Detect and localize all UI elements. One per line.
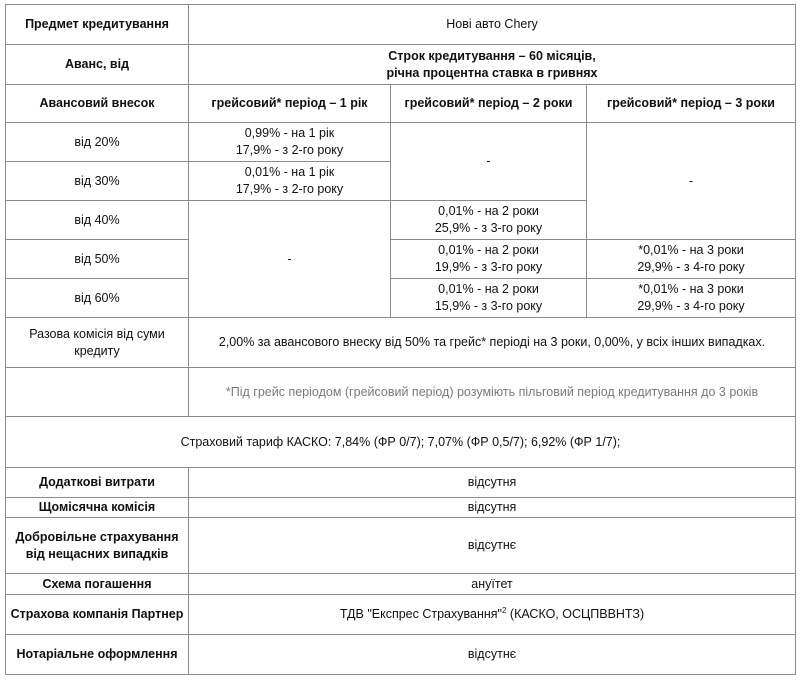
rate-row-60 [6,279,796,318]
grace-2-header: грейсовий* період – 2 роки [391,85,587,123]
insurer-value [189,595,796,635]
grace-header-row [6,85,796,123]
rate-line: *0,01% - на 3 роки [638,243,744,257]
accident-insurance-row [6,518,796,574]
commission-row [6,318,796,368]
rate-line: 0,01% - на 2 роки [438,243,539,257]
grace-1-header: грейсовий* період – 1 рік [189,85,391,123]
rate-line: *0,01% - на 3 роки [638,282,744,296]
advance-50-label: від 50% [6,240,189,279]
credit-terms-table [5,4,796,675]
additional-costs-label: Додаткові витрати [6,468,189,498]
advance-payment-header: Авансовий внесок [6,85,189,123]
subject-label: Предмет кредитування [6,5,189,45]
rate-line: 0,01% - на 2 роки [438,282,539,296]
advance-60-label: від 60% [6,279,189,318]
grace-2-dash-top: - [391,123,587,201]
term-line-1: Строк кредитування – 60 місяців, [388,48,596,63]
accident-insurance-value: відсутнє [189,518,796,574]
rate-line: 15,9% - з 3-го року [434,299,543,313]
rate-line: 29,9% - з 4-го року [637,260,745,274]
rate-line: 0,01% - на 2 роки [438,204,539,218]
accident-insurance-label: Добровільне страхування від нещасних випадків [6,518,189,574]
insurer-products: (КАСКО, ОСЦПВВНТЗ) [506,607,645,621]
rate-40-grace-2 [391,201,587,240]
additional-costs-row [6,468,796,498]
term-description [189,45,796,85]
insurer-footnote-mark: 2 [501,605,507,615]
monthly-fee-label: Щомісячна комісія [6,498,189,518]
rate-20-grace-1 [189,123,391,162]
insurer-name: ТДВ "Експрес Страхування" [339,607,502,621]
kasko-tariff: Страховий тариф КАСКО: 7,84% (ФР 0/7); 7,07% (ФР 0,5/7); 6,92% (ФР 1/7); [6,417,796,468]
repayment-scheme-value: ануїтет [189,574,796,595]
advance-20-label: від 20% [6,123,189,162]
notary-value: відсутнє [189,635,796,675]
rate-60-grace-2 [391,279,587,318]
repayment-scheme-row [6,574,796,595]
advance-40-label: від 40% [6,201,189,240]
kasko-row [6,417,796,468]
subject-value: Нові авто Chery [189,5,796,45]
commission-label: Разова комісія від суми кредиту [6,318,189,368]
rate-50-grace-3 [587,240,796,279]
note-row [6,368,796,417]
notary-row [6,635,796,675]
rate-line: 17,9% - з 2-го року [235,143,344,157]
monthly-fee-value: відсутня [189,498,796,518]
term-line-2: річна процентна ставка в гривнях [386,65,598,80]
commission-value: 2,00% за авансового внеску від 50% та грейс* періоді на 3 роки, 0,00%, у всіх інших випадках. [189,318,796,368]
monthly-fee-row [6,498,796,518]
grace-1-dash-bottom: - [189,201,391,318]
note-empty-cell [6,368,189,417]
additional-costs-value: відсутня [189,468,796,498]
rate-line: 0,01% - на 1 рік [244,165,335,179]
advance-30-label: від 30% [6,162,189,201]
rate-line: 25,9% - з 3-го року [434,221,543,235]
rate-row-20 [6,123,796,162]
rate-60-grace-3 [587,279,796,318]
rate-30-grace-1 [189,162,391,201]
rate-line: 17,9% - з 2-го року [235,182,344,196]
insurer-row [6,595,796,635]
rate-line: 0,99% - на 1 рік [244,126,335,140]
repayment-scheme-label: Схема погашення [6,574,189,595]
advance-row [6,45,796,85]
grace-3-dash-top: - [587,123,796,240]
subject-row [6,5,796,45]
notary-label: Нотаріальне оформлення [6,635,189,675]
grace-footnote: *Під грейс періодом (грейсовий період) розуміють пільговий період кредитування до 3 років [189,368,796,417]
insurer-label: Страхова компанія Партнер [6,595,189,635]
rate-50-grace-2 [391,240,587,279]
rate-row-50 [6,240,796,279]
advance-label: Аванс, від [6,45,189,85]
rate-line: 19,9% - з 3-го року [434,260,543,274]
grace-3-header: грейсовий* період – 3 роки [587,85,796,123]
rate-line: 29,9% - з 4-го року [637,299,745,313]
